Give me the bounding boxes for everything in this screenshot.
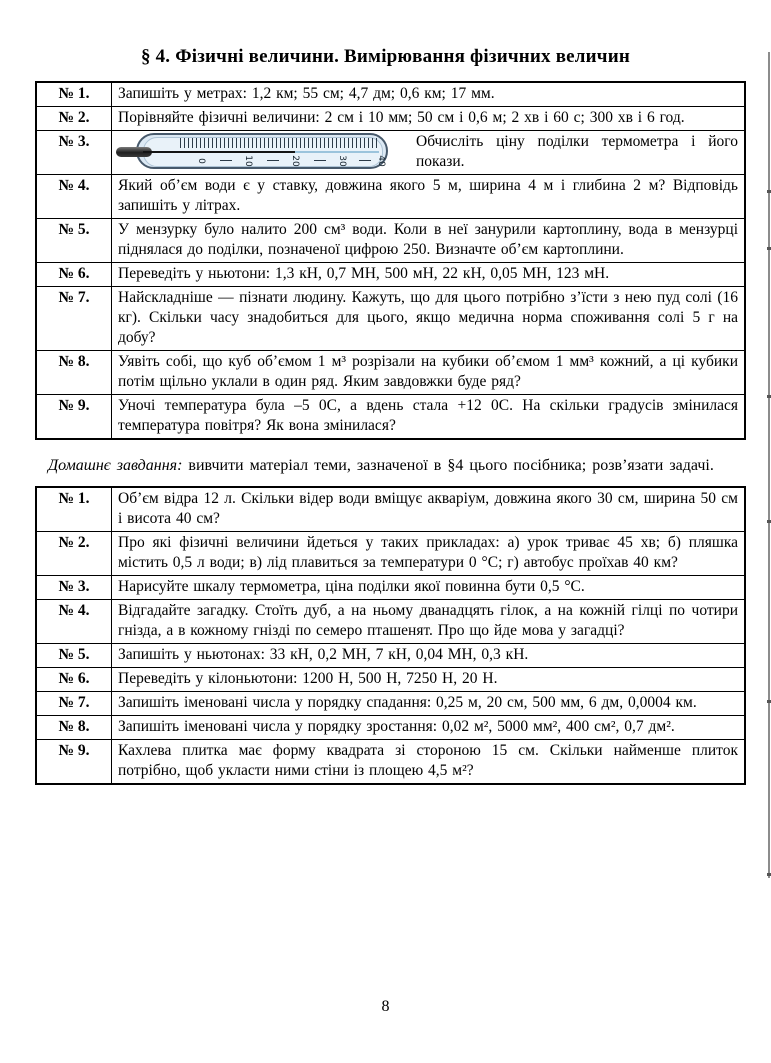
table-row: [36, 82, 745, 107]
problem-number: № 7.: [36, 287, 112, 351]
problem-text: Переведіть у кілоньютони: 1200 Н, 500 Н, 7250 Н, 20 Н.: [112, 668, 746, 692]
problem-number: № 7.: [36, 692, 112, 716]
thermometer-scale-dash: [267, 160, 279, 161]
table-row: [36, 175, 745, 219]
scan-edge-mark: [767, 700, 771, 703]
scan-edge-mark: [767, 520, 771, 523]
problem-text: Найскладніше — пізнати людину. Кажуть, що для цього потрібно з’їсти з нею пуд солі (16 кг). Скільки часу знадобиться для цього, якщо медична норма споживання солі 5 г на добу?: [112, 287, 746, 351]
problem-number: № 2.: [36, 107, 112, 131]
problem-text: Уночі температура була –5 0С, а вдень стала +12 0С. На скільки градусів змінилася температура повітря? Як вона змінилася?: [112, 395, 746, 440]
table-row: [36, 576, 745, 600]
scan-edge-mark: [767, 190, 771, 193]
problem-number: № 4.: [36, 600, 112, 644]
problem-number: № 2.: [36, 532, 112, 576]
problem-number: № 5.: [36, 644, 112, 668]
problem-text: Об’єм відра 12 л. Скільки відер води вміщує акваріум, довжина якого 30 см, ширина 50 см і висота 40 см?: [112, 487, 746, 532]
problem-text: Який об’єм води є у ставку, довжина якого 5 м, ширина 4 м і глибина 2 м? Відповідь запишіть у літрах.: [112, 175, 746, 219]
problem-number: № 3.: [36, 576, 112, 600]
problem-text: Відгадайте загадку. Стоїть дуб, а на ньому дванадцять гілок, а на кожній гілці по чотири гнізда, а в кожному гнізді по семеро пташенят. Про що йде мова у загадці?: [112, 600, 746, 644]
table-row: [36, 107, 745, 131]
problem-number: № 5.: [36, 219, 112, 263]
thermometer-empty-capillary: [295, 151, 379, 153]
problem-number: № 1.: [36, 487, 112, 532]
table-row: [36, 740, 745, 785]
problem-text: Запишіть іменовані числа у порядку зростання: 0,02 м², 5000 мм², 400 см², 0,7 дм².: [112, 716, 746, 740]
problem-text: Запишіть у метрах: 1,2 км; 55 см; 4,7 дм; 0,6 км; 17 мм.: [112, 82, 746, 107]
problem-number: № 6.: [36, 668, 112, 692]
scan-edge-mark: [767, 395, 771, 398]
problems-table-homework: [35, 486, 746, 785]
thermometer-scale-dash: [314, 160, 326, 161]
homework-label: Домашнє завдання:: [48, 457, 183, 474]
thermometer-illustration: [116, 133, 392, 171]
table-row: [36, 716, 745, 740]
problem-text: Запишіть іменовані числа у порядку спадання: 0,25 м, 20 см, 500 мм, 6 дм, 0,0004 км.: [112, 692, 746, 716]
table-row: [36, 395, 745, 440]
thermometer-scale-dash: [359, 160, 371, 161]
problem-number: № 9.: [36, 395, 112, 440]
homework-text: вивчити матеріал теми, зазначеної в §4 цього посібника; розв’язати задачі.: [188, 457, 714, 474]
problem-text: Уявіть собі, що куб об’ємом 1 м³ розрізали на кубики об’ємом 1 мм³ кожний, а ці кубики потім щільно уклали в один ряд. Яким завдовжки буде ряд?: [112, 351, 746, 395]
problem-text: У мензурку було налито 200 см³ води. Коли в неї занурили картоплину, вода в мензурці піднялася до поділки, позначеної цифрою 250. Визначте об’єм картоплини.: [112, 219, 746, 263]
problem-text: Переведіть у ньютони: 1,3 кН, 0,7 МН, 500 мН, 22 кН, 0,05 МН, 123 мН.: [112, 263, 746, 287]
table-row: [36, 219, 745, 263]
page-number: 8: [381, 998, 390, 1015]
problem-number: № 1.: [36, 82, 112, 107]
table-row: [36, 287, 745, 351]
table-row: [36, 532, 745, 576]
table-row: [36, 263, 745, 287]
thermometer-scale-label: 10: [243, 155, 253, 167]
problem-number: № 8.: [36, 716, 112, 740]
problems-table-classwork: [35, 81, 746, 440]
problem-text: Про які фізичні величини йдеться у таких прикладах: а) урок триває 45 хв; б) пляшка містить 0,5 л води; в) лід плавиться за температури 0 °С; г) автобус проїхав 40 км?: [112, 532, 746, 576]
table-row: [36, 692, 745, 716]
problem-text: Запишіть у ньютонах: 33 кН, 0,2 МН, 7 кН, 0,04 МН, 0,3 кН.: [112, 644, 746, 668]
scan-edge-mark: [767, 247, 771, 250]
problem-number: № 3.: [36, 131, 112, 175]
problem-cell-with-image: [112, 131, 746, 175]
table-row: [36, 644, 745, 668]
table-row: [36, 351, 745, 395]
scan-page-edge-line: [768, 52, 770, 878]
thermometer-scale-label: 30: [337, 155, 347, 167]
table-row: [36, 487, 745, 532]
homework-paragraph: [35, 455, 746, 477]
problem-number: № 9.: [36, 740, 112, 785]
problem-text: Кахлева плитка має форму квадрата зі стороною 15 см. Скільки найменше плиток потрібно, щоб укласти ними стіни із площею 4,5 м²?: [112, 740, 746, 785]
thermometer-scale-label: 20: [290, 155, 300, 167]
table-row: [36, 600, 745, 644]
problem-text: Нарисуйте шкалу термометра, ціна поділки якої повинна бути 0,5 °С.: [112, 576, 746, 600]
page-title: § 4. Фізичні величини. Вимірювання фізичних величин: [140, 46, 631, 67]
problem-number: № 8.: [36, 351, 112, 395]
thermometer-tick-scale: [180, 138, 378, 148]
table-row: [36, 131, 745, 175]
thermometer-scale-label: 0: [196, 158, 206, 164]
problem-text: Порівняйте фізичні величини: 2 см і 10 мм; 50 см і 0,6 м; 2 хв і 60 с; 300 хв і 6 год.: [112, 107, 746, 131]
table-row: [36, 668, 745, 692]
scan-edge-mark: [767, 873, 771, 876]
problem-text: Обчисліть ціну поділки термометра і його покази.: [416, 133, 738, 170]
thermometer-scale-label: 40: [376, 155, 386, 167]
thermometer-scale-dash: [220, 160, 232, 161]
thermometer-mercury-column: [143, 151, 295, 153]
problem-number: № 4.: [36, 175, 112, 219]
problem-number: № 6.: [36, 263, 112, 287]
